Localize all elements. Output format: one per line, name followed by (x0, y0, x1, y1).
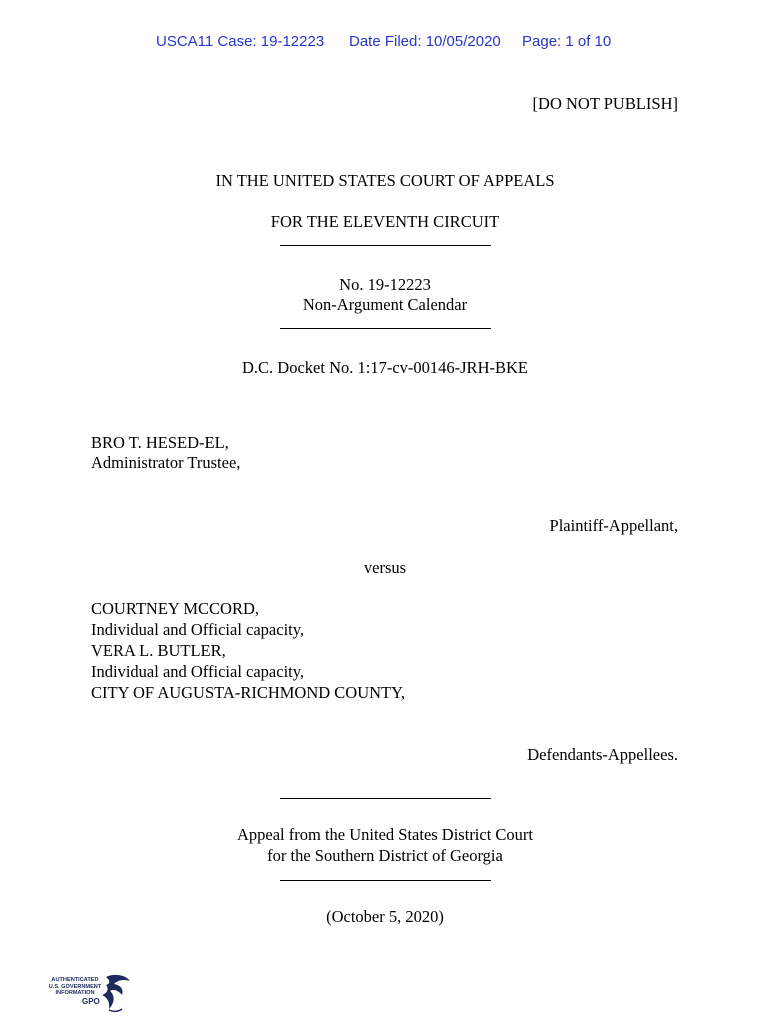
page-count-header: Page: 1 of 10 (522, 33, 612, 50)
publish-note: [DO NOT PUBLISH] (532, 94, 678, 113)
defendant-line: Individual and Official capacity, (91, 662, 305, 681)
filing-header (0, 33, 770, 53)
circuit-title: FOR THE ELEVENTH CIRCUIT (270, 212, 500, 231)
appeal-origin: Appeal from the United States District Court (236, 825, 534, 844)
decision-date: (October 5, 2020) (326, 907, 444, 926)
plaintiff-role: Plaintiff-Appellant, (549, 516, 678, 535)
appeal-district: for the Southern District of Georgia (267, 846, 503, 865)
defendant-line: Individual and Official capacity, (91, 620, 305, 639)
divider (280, 880, 491, 881)
defendant-line: COURTNEY MCCORD, (91, 599, 259, 618)
case-number: No. 19-12223 (339, 275, 431, 294)
divider (280, 328, 491, 329)
docket-number: D.C. Docket No. 1:17-cv-00146-JRH-BKE (242, 358, 528, 377)
divider (280, 245, 491, 246)
defendant-line: CITY OF AUGUSTA-RICHMOND COUNTY, (91, 683, 406, 702)
defendant-line: VERA L. BUTLER, (91, 641, 226, 660)
gpo-authentication-seal (44, 973, 134, 1015)
seal-label: GPO (82, 997, 100, 1006)
defendants-role: Defendants-Appellees. (527, 745, 678, 764)
divider (280, 798, 491, 799)
eagle-icon (100, 973, 132, 1015)
calendar-type: Non-Argument Calendar (302, 295, 468, 314)
case-number-header: USCA11 Case: 19-12223 (156, 33, 325, 50)
court-title: IN THE UNITED STATES COURT OF APPEALS (215, 171, 555, 190)
date-filed-header: Date Filed: 10/05/2020 (349, 33, 501, 50)
versus: versus (363, 558, 407, 577)
plaintiff-name: BRO T. HESED-EL, (91, 433, 229, 452)
seal-text: AUTHENTICATED U.S. GOVERNMENT INFORMATION (48, 977, 102, 997)
plaintiff-title: Administrator Trustee, (91, 453, 241, 472)
